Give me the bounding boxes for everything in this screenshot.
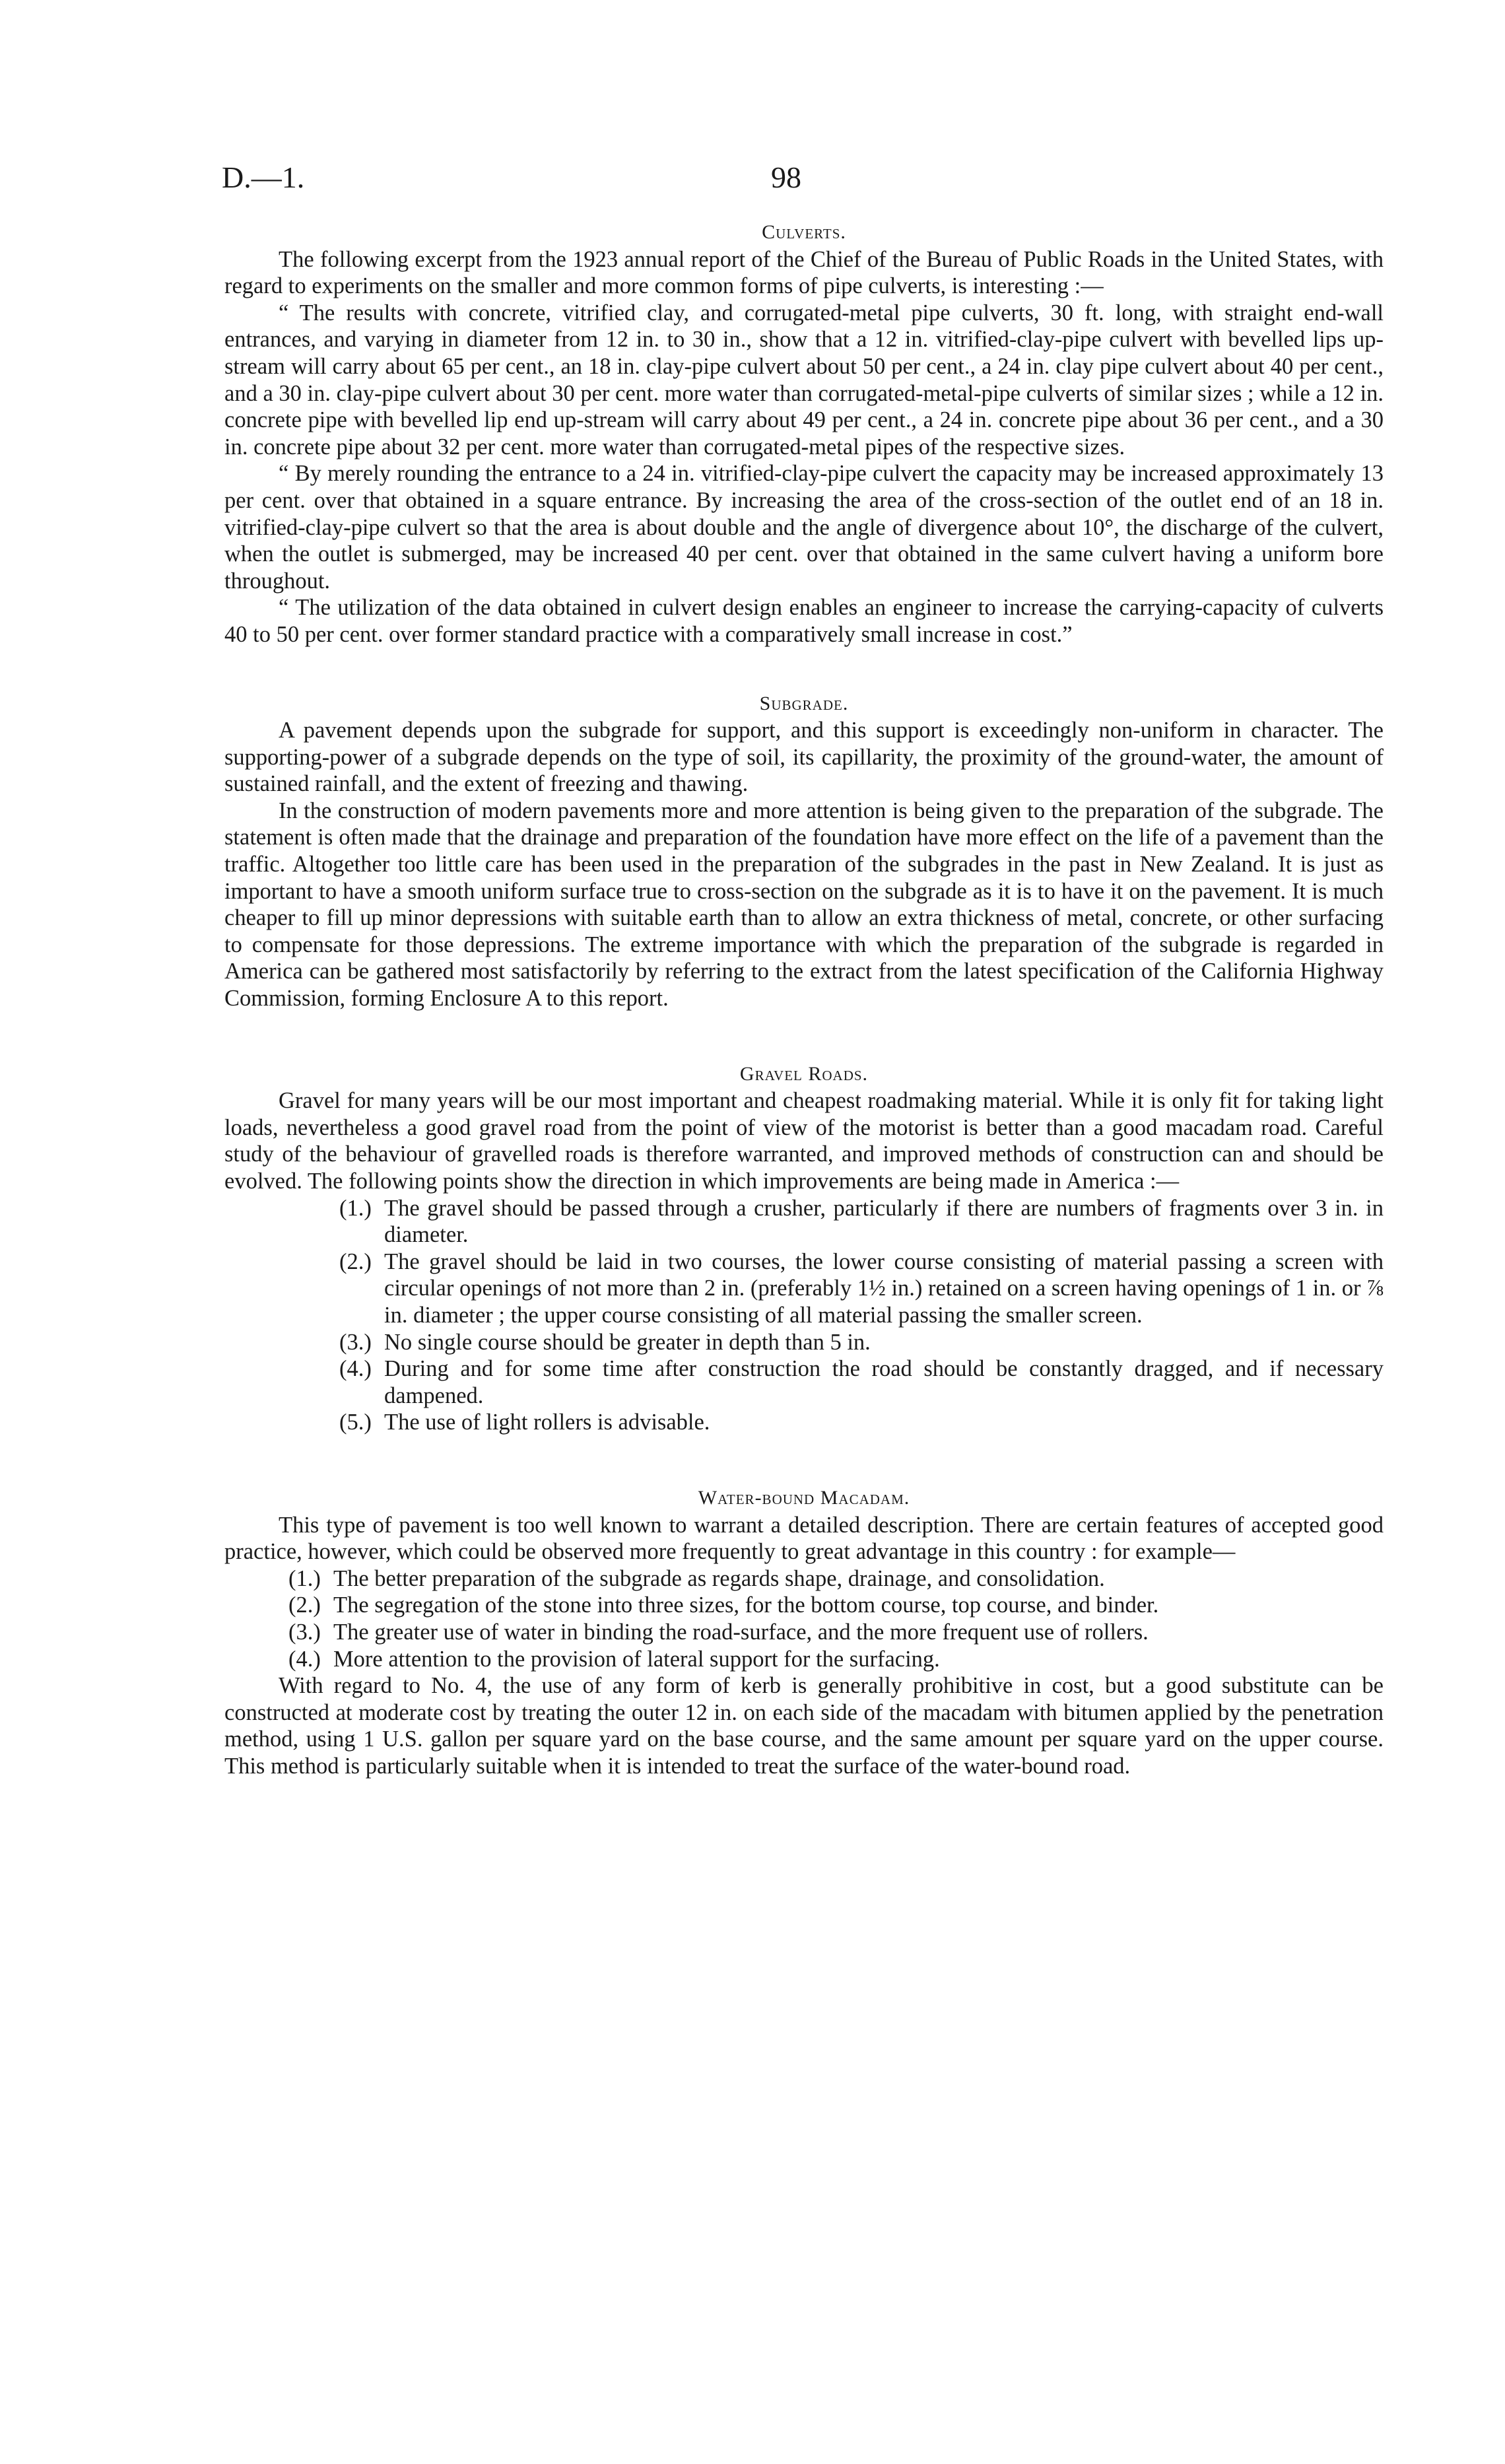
paragraph: This type of pavement is too well known to warrant a detailed description. There are certain features of accepted good practice, however, which could be observed more frequently to great advantage in this country : for example— [224,1512,1384,1565]
quote-paragraph: “ The results with concrete, vitrified clay, and corrugated-metal pipe culverts, 30 ft. long, with straight end-wall entrances, and varying in diameter from 12 in. to 30 in., show that a 12 in. vitrified-clay-pipe culvert with bevelled lips up-stream will carry about 65 per cent., an 18 in. clay-pipe culvert about 50 per cent., a 24 in. clay pipe culvert about 40 per cent., and a 30 in. clay-pipe culvert about 30 per cent. more water than corrugated-metal-pipe culverts of similar sizes ; while a 12 in. concrete pipe with bevelled lip end up-stream will carry about 49 per cent., a 24 in. concrete pipe about 36 per cent., and a 30 in. concrete pipe about 32 per cent. more water than corrugated-metal pipes of the respective sizes. [224,300,1384,460]
list-number: (5.) [339,1410,372,1435]
list-text: The gravel should be passed through a crusher, particularly if there are numbers of fragments over 3 in. in diameter. [384,1195,1384,1248]
paragraph: In the construction of modern pavements more and more attention is being given to the preparation of the subgrade. The statement is often made that the drainage and preparation of the foundation have more effect on the life of a pavement than the traffic. Altogether too little care has been used in the preparation of the subgrades in the past in New Zealand. It is just as important to have a smooth uniform surface true to cross-section on the subgrade as it is to have it on the pavement. It is much cheaper to fill up minor depressions with suitable earth than to allow an extra thickness of metal, concrete, or other surfacing to compensate for those depressions. The extreme importance with which the preparation of the subgrade is regarded in America can be gathered most satisfactorily by referring to the extract from the latest specification of the California Highway Commission, forming Enclosure A to this report. [224,798,1384,1011]
series-reference: D.—1. [222,160,305,194]
list-item [224,1646,1384,1673]
quote-paragraph: “ By merely rounding the entrance to a 24 in. vitrified-clay-pipe culvert the capacity may be increased approximately 13 per cent. over that obtained in a square entrance. By increasing the area of the cross-section of the outlet end of an 18 in. vitrified-clay-pipe culvert so that the area is about double and the angle of divergence about 10°, the discharge of the culvert, when the outlet is submerged, may be increased 40 per cent. over that obtained in the same culvert having a uniform bore throughout. [224,461,1384,594]
section-title-culverts: Culverts. [762,221,846,243]
section-title-gravel-roads: Gravel Roads. [739,1062,869,1085]
body-text [224,219,1384,1779]
list-number: (1.) [339,1195,372,1221]
page-number: 98 [771,160,801,194]
list-text: The use of light rollers is advisable. [384,1410,710,1435]
list-number: (4.) [288,1646,321,1672]
list-item [224,1619,1384,1646]
paragraph: Gravel for many years will be our most important and cheapest roadmaking material. While it is only fit for taking light loads, nevertheless a good gravel road from the point of view of the motorist is better than a good macadam road. Careful study of the behaviour of gravelled roads is therefore warranted, and improved methods of construction can and should be evolved. The following points show the direction in which improvements are being made in America :— [224,1088,1384,1194]
list-number: (2.) [288,1592,321,1618]
macadam-practices-list [224,1565,1384,1672]
list-item [224,1355,1384,1409]
list-item [224,1592,1384,1619]
list-number: (1.) [288,1565,321,1591]
paragraph: The following excerpt from the 1923 annual report of the Chief of the Bureau of Public Roads in the United States, with regard to experiments on the smaller and more common forms of pipe culverts, is interesting :— [224,246,1384,299]
list-item [224,1409,1384,1436]
paragraph: A pavement depends upon the subgrade for support, and this support is exceedingly non-uniform in character. The supporting-power of a subgrade depends on the type of soil, its capillarity, the proximity of the ground-water, the amount of sustained rainfall, and the extent of freezing and thawing. [224,718,1384,797]
list-number: (2.) [339,1249,372,1274]
list-text: No single course should be greater in depth than 5 in. [384,1329,871,1355]
list-text: The segregation of the stone into three sizes, for the bottom course, top course, and binder. [333,1592,1159,1618]
list-text: During and for some time after construction the road should be constantly dragged, and if necessary dampened. [384,1356,1384,1408]
list-item [224,1565,1384,1592]
list-text: The gravel should be laid in two courses, the lower course consisting of material passing a screen with circular openings of not more than 2 in. (preferably 1½ in.) retained on a screen having openings of 1 in. or ⅞ in. diameter ; the upper course consisting of all material passing the smaller screen. [384,1249,1384,1328]
gravel-points-list [224,1195,1384,1436]
list-item [224,1329,1384,1356]
section-title-subgrade: Subgrade. [759,692,849,714]
paragraph: With regard to No. 4, the use of any form of kerb is generally prohibitive in cost, but a good substitute can be constructed at moderate cost by treating the outer 12 in. on each side of the macadam with bitumen applied by the penetration method, using 1 U.S. gallon per square yard on the base course, and the same amount per square yard on the upper course. This method is particularly suitable when it is intended to treat the surface of the water-bound road. [224,1673,1384,1779]
list-text: More attention to the provision of lateral support for the surfacing. [333,1646,940,1672]
list-text: The greater use of water in binding the road-surface, and the more frequent use of rollers. [333,1619,1149,1645]
list-item [224,1249,1384,1329]
list-number: (3.) [339,1329,372,1355]
list-text: The better preparation of the subgrade as regards shape, drainage, and consolidation. [333,1565,1105,1591]
quote-paragraph: “ The utilization of the data obtained in culvert design enables an engineer to increase the carrying-capacity of culverts 40 to 50 per cent. over former standard practice with a comparatively small increase in cost.” [224,595,1384,647]
list-number: (3.) [288,1619,321,1645]
section-title-water-bound-macadam: Water-bound Macadam. [698,1486,910,1509]
list-item [224,1195,1384,1249]
list-number: (4.) [339,1356,372,1382]
